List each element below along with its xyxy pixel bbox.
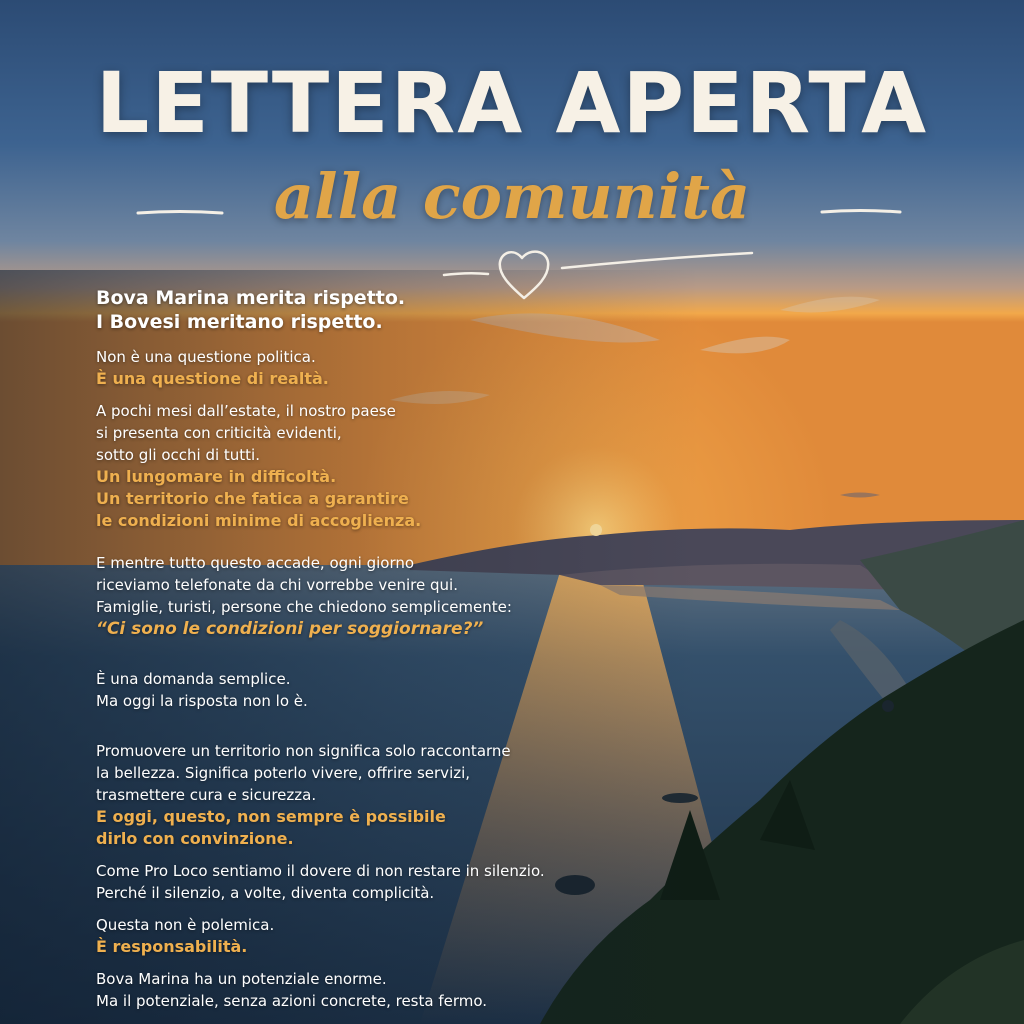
text-line: trasmettere cura e sicurezza. bbox=[96, 786, 317, 804]
text-line: E mentre tutto questo accade, ogni giorno bbox=[96, 554, 415, 572]
highlight-line: dirlo con convinzione. bbox=[96, 829, 294, 848]
lead-statement bbox=[96, 286, 566, 334]
paragraph-1 bbox=[96, 346, 566, 390]
text-line: Questa non è polemica. bbox=[96, 916, 275, 934]
paragraph-3 bbox=[96, 552, 566, 640]
text-line: A pochi mesi dall’estate, il nostro paese bbox=[96, 402, 396, 420]
paragraph-6 bbox=[96, 860, 566, 904]
paragraph-7 bbox=[96, 914, 566, 958]
text-line: Promuovere un territorio non significa solo raccontarne bbox=[96, 742, 511, 760]
text-line: Famiglie, turisti, persone che chiedono semplicemente: bbox=[96, 598, 512, 616]
text-line: Perché il silenzio, a volte, diventa complicità. bbox=[96, 884, 435, 902]
subheadline: alla comunità bbox=[273, 160, 751, 233]
open-letter-body bbox=[96, 286, 566, 1012]
highlight-line: È una questione di realtà. bbox=[96, 369, 329, 388]
text-line: si presenta con criticità evidenti, bbox=[96, 424, 342, 442]
quote-line: “Ci sono le condizioni per soggiornare?” bbox=[96, 619, 484, 639]
highlight-line: Un lungomare in difficoltà. bbox=[96, 467, 337, 486]
highlight-line: È responsabilità. bbox=[96, 937, 248, 956]
paragraph-4 bbox=[96, 668, 566, 712]
text-line: Bova Marina ha un potenziale enorme. bbox=[96, 970, 387, 988]
text-line: la bellezza. Significa poterlo vivere, offrire servizi, bbox=[96, 764, 471, 782]
paragraph-2 bbox=[96, 400, 566, 532]
text-line: sotto gli occhi di tutti. bbox=[96, 446, 260, 464]
paragraph-8 bbox=[96, 968, 566, 1012]
highlight-line: E oggi, questo, non sempre è possibile bbox=[96, 807, 446, 826]
headline: LETTERA APERTA bbox=[95, 54, 929, 152]
paragraph-5 bbox=[96, 740, 566, 850]
text-line: È una domanda semplice. bbox=[96, 670, 291, 688]
highlight-line: le condizioni minime di accoglienza. bbox=[96, 511, 422, 530]
text-line: Ma oggi la risposta non lo è. bbox=[96, 692, 308, 710]
text-line: Non è una questione politica. bbox=[96, 348, 316, 366]
highlight-line: Un territorio che fatica a garantire bbox=[96, 489, 409, 508]
text-line: Come Pro Loco sentiamo il dovere di non restare in silenzio. bbox=[96, 862, 545, 880]
text-line: riceviamo telefonate da chi vorrebbe venire qui. bbox=[96, 576, 458, 594]
text-line: Ma il potenziale, senza azioni concrete, resta fermo. bbox=[96, 992, 488, 1010]
lead-line: Bova Marina merita rispetto. bbox=[96, 287, 406, 309]
lead-line: I Bovesi meritano rispetto. bbox=[96, 311, 383, 333]
